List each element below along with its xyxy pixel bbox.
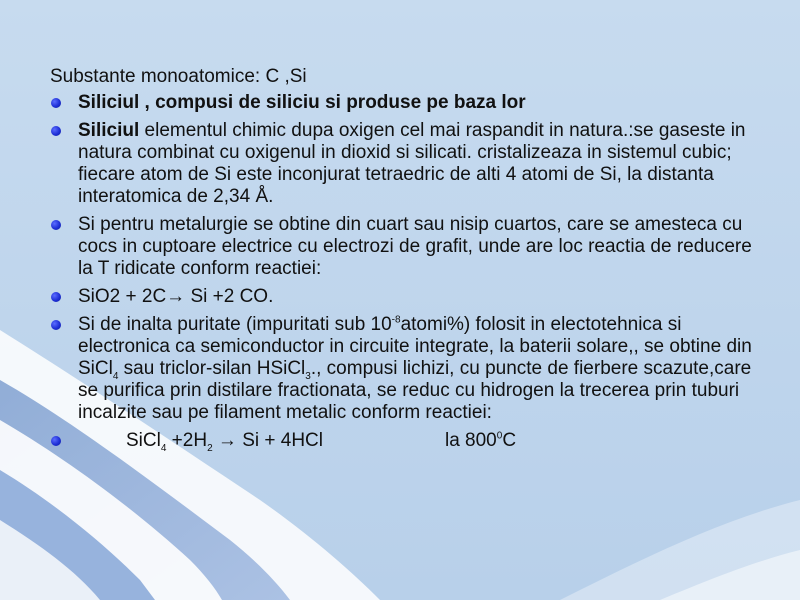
bullet-bold-term: Siliciul [78, 120, 140, 141]
bullet-siliciul-description [50, 120, 770, 208]
bullet-text: Siliciul , compusi de siliciu si produse pe baza lor [78, 92, 526, 113]
bullet-text: elementul chimic dupa oxigen cel mai raspandit in natura.:se gaseste in natura combinat cu oxigenul in dioxid si silicati. cristalizeaza in sistemul cubic; fiecare atom de Si este inconjurat tetraedric de alti 4 atomi de Si, la distanta interatomica de 2,34 Å. [78, 120, 746, 207]
temperature-unit: C [502, 430, 517, 451]
slide-body [50, 66, 770, 458]
bullet-high-purity [50, 314, 770, 424]
subscript: 3 [305, 370, 311, 382]
superscript: -8 [391, 314, 401, 326]
subscript: 4 [160, 442, 167, 454]
bullet-icon [51, 220, 61, 230]
bullet-reaction-2 [50, 430, 770, 452]
text-part: compusi lichizi, cu puncte de fierbere scazute,care se purifica prin distilare fractionata, se reduc cu hidrogen la trecerea prin tuburi incalzite sau pe filament metalic conform reactiei: [78, 358, 752, 423]
bullet-icon [51, 126, 61, 136]
superscript: 0 [496, 430, 503, 442]
text-part: Si de inalta puritate (impuritati sub 10 [78, 314, 392, 335]
bullet-reaction-1 [50, 286, 770, 308]
formula-part: +2H [166, 430, 208, 451]
intro-line: Substante monoatomice: C ,Si [50, 66, 307, 87]
temperature-text: la 800 [444, 430, 497, 451]
text-part: sau triclor-silan HSiCl [118, 358, 306, 379]
bullet-metallurgy [50, 214, 770, 280]
bullet-siliciul-title [50, 92, 770, 114]
subscript: 4 [112, 370, 119, 382]
bullet-text: Si pentru metalurgie se obtine din cuart sau nisip cuartos, care se amesteca cu cocs in cuptoare electrice cu electrozi de grafit, unde are loc reactia de reducere la T ridicate conform reactiei: [78, 214, 752, 279]
bullet-icon [51, 292, 61, 302]
subscript: 2 [207, 442, 213, 454]
bullet-icon [51, 436, 61, 446]
bullet-list [50, 92, 770, 452]
formula-part: SiCl [126, 430, 161, 451]
formula-part: → Si + 4HCl [212, 430, 323, 451]
bullet-icon [51, 98, 61, 108]
text-part: ., [310, 358, 322, 379]
text-part: atomi%) folosit in electotehnica si electronica ca semiconductor in circuite integrate, la baterii solare,, se obtine din SiCl [78, 314, 752, 379]
bullet-text: SiO2 + 2C→ Si +2 CO. [78, 286, 274, 307]
bullet-icon [51, 320, 61, 330]
